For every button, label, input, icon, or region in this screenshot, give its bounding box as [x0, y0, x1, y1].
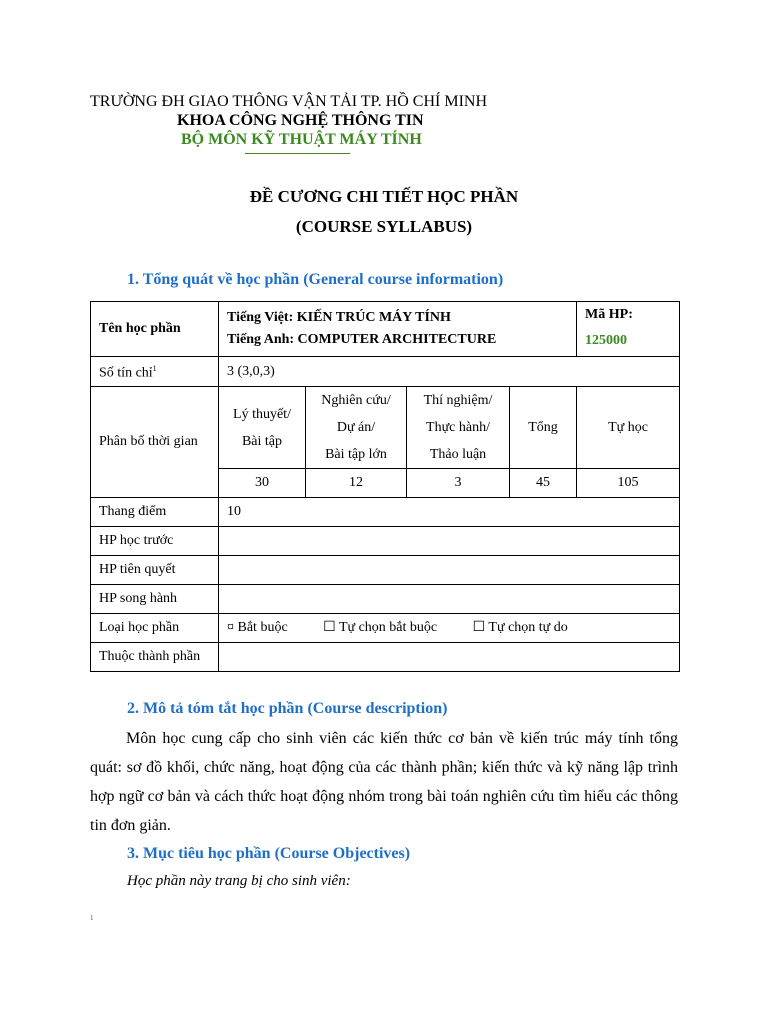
table-row: [91, 302, 680, 357]
credits-label-cell: [91, 357, 219, 387]
grading-label: Thang điểm: [91, 498, 219, 527]
course-name-en: Tiếng Anh: COMPUTER ARCHITECTURE: [227, 332, 497, 347]
time-value-lab: 3: [407, 469, 510, 498]
header-line: Thực hành/: [426, 420, 490, 435]
time-value-research: 12: [306, 469, 407, 498]
course-type-options: [219, 614, 680, 643]
department-name: BỘ MÔN KỸ THUẬT MÁY TÍNH: [181, 131, 422, 148]
course-name-vi: Tiếng Việt: KIẾN TRÚC MÁY TÍNH: [227, 310, 451, 325]
header-line: Bài tập lớn: [325, 447, 387, 462]
time-header-theory: [219, 387, 306, 469]
prerequisite-value: [219, 556, 680, 585]
time-header-self-study: Tự học: [577, 387, 680, 469]
grading-value: 10: [219, 498, 680, 527]
course-name-cell: [219, 302, 577, 357]
corequisite-label: HP song hành: [91, 585, 219, 614]
prerequisite-label: HP tiên quyết: [91, 556, 219, 585]
course-info-table: [90, 301, 680, 672]
course-name-label: Tên học phần: [91, 302, 219, 357]
table-row: [91, 387, 680, 469]
section-2-heading: 2. Mô tả tóm tắt học phần (Course description): [127, 700, 448, 717]
time-value-total: 45: [510, 469, 577, 498]
header-line: Thảo luận: [429, 447, 487, 462]
table-row: [91, 527, 680, 556]
footnote-marker: 1: [90, 914, 94, 922]
document-subtitle: (COURSE SYLLABUS): [295, 217, 473, 236]
course-code-cell: [577, 302, 680, 357]
document-title: ĐỀ CƯƠNG CHI TIẾT HỌC PHẦN: [249, 187, 519, 206]
credits-label: Số tín chỉ: [99, 365, 153, 381]
faculty-name: KHOA CÔNG NGHỆ THÔNG TIN: [177, 112, 424, 129]
time-header-total: Tổng: [510, 387, 577, 469]
course-type-label: Loại học phần: [91, 614, 219, 643]
option-free-elective[interactable]: ☐ Tự chọn tự do: [472, 620, 568, 635]
option-elective-required[interactable]: ☐ Tự chọn bắt buộc: [323, 620, 438, 635]
header-line: Lý thuyết/: [233, 406, 291, 422]
header-underline: [245, 153, 350, 154]
section-3-heading: 3. Mục tiêu học phần (Course Objectives): [127, 845, 411, 862]
course-description: Môn học cung cấp cho sinh viên các kiến thức cơ bản về kiến trúc máy tính tổng quát: sơ đồ khối, chức năng, hoạt động của các thành phần; kiến thức và kỹ năng lập trình hợp ngữ cơ bản và cách thức hoạt động nhóm trong bài toán nghiên cứu tìm hiểu các thông tin đơn giản.: [90, 730, 678, 834]
header-line: Nghiên cứu/: [321, 393, 391, 408]
time-allocation-label: Phân bố thời gian: [91, 387, 219, 498]
table-row: [91, 643, 680, 672]
time-header-research: [306, 387, 407, 469]
component-label: Thuộc thành phần: [91, 643, 219, 672]
time-header-lab: [407, 387, 510, 469]
objectives-intro: Học phần này trang bị cho sinh viên:: [127, 873, 351, 889]
table-row: [91, 585, 680, 614]
table-row: [91, 556, 680, 585]
time-value-theory: 30: [219, 469, 306, 498]
footnote-ref: 1: [152, 364, 157, 374]
prior-course-label: HP học trước: [91, 527, 219, 556]
course-code-value: 125000: [585, 333, 628, 348]
credits-value: 3 (3,0,3): [219, 357, 680, 387]
time-value-self-study: 105: [577, 469, 680, 498]
section-1-heading: 1. Tổng quát về học phần (General course information): [127, 271, 504, 288]
table-row: [91, 357, 680, 387]
university-name: TRƯỜNG ĐH GIAO THÔNG VẬN TẢI TP. HỒ CHÍ MINH: [90, 93, 488, 110]
option-required[interactable]: ¤ Bắt buộc: [227, 620, 288, 635]
header-line: Dự án/: [336, 420, 376, 435]
table-row: [91, 498, 680, 527]
course-code-label: Mã HP:: [585, 307, 633, 322]
prior-course-value: [219, 527, 680, 556]
header-line: Thí nghiệm/: [423, 393, 493, 408]
corequisite-value: [219, 585, 680, 614]
header-line: Bài tập: [241, 433, 283, 449]
component-value: [219, 643, 680, 672]
table-row: [91, 614, 680, 643]
